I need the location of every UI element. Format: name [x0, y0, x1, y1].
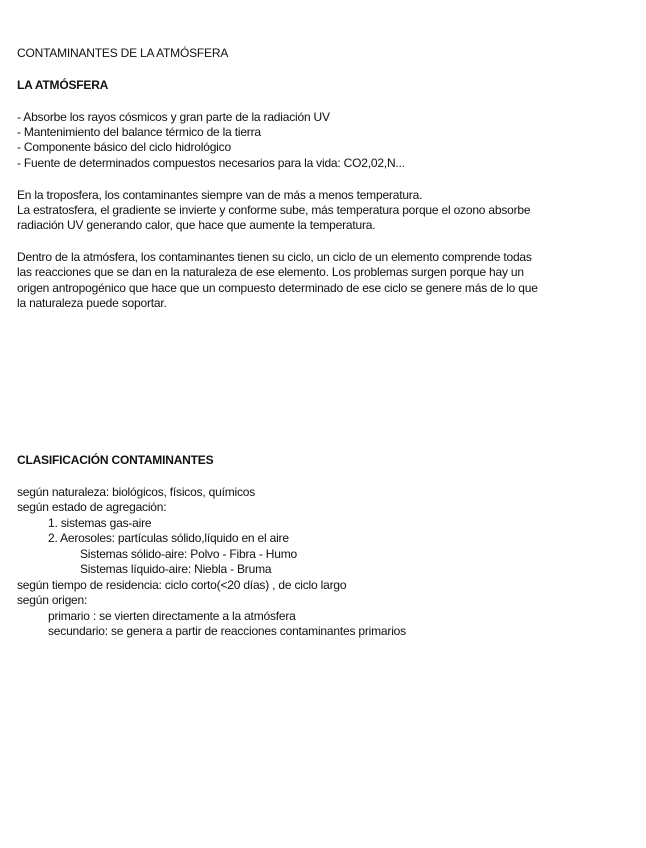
- classification-subitem: 1. sistemas gas-aire: [48, 516, 152, 530]
- classification-subitem: Sistemas sólido-aire: Polvo - Fibra - Humo: [80, 547, 298, 561]
- classification-line: según origen:: [17, 593, 88, 607]
- section-heading-atmosfera: LA ATMÓSFERA: [17, 78, 109, 92]
- bullet-item: - Mantenimiento del balance térmico de la tierra: [17, 125, 261, 139]
- bullet-item: - Componente básico del ciclo hidrológico: [17, 140, 231, 154]
- paragraph-line: la naturaleza puede soportar.: [17, 296, 167, 310]
- classification-line: según tiempo de residencia: ciclo corto(<20 días) , de ciclo largo: [17, 578, 347, 592]
- section-heading-clasificacion: CLASIFICACIÓN CONTAMINANTES: [17, 453, 214, 467]
- classification-subitem: Sistemas líquido-aire: Niebla - Bruma: [80, 562, 272, 576]
- bullet-item: - Absorbe los rayos cósmicos y gran parte de la radiación UV: [17, 110, 330, 124]
- paragraph-line: las reacciones que se dan en la naturaleza de ese elemento. Los problemas surgen porque hay un: [17, 265, 524, 279]
- classification-line: según naturaleza: biológicos, físicos, químicos: [17, 485, 256, 499]
- classification-subitem: primario : se vierten directamente a la atmósfera: [48, 609, 296, 623]
- classification-subitem: secundario: se genera a partir de reacciones contaminantes primarios: [48, 624, 406, 638]
- paragraph-line: origen antropogénico que hace que un compuesto determinado de ese ciclo se genere más de lo que: [17, 281, 538, 295]
- classification-subitem: 2. Aerosoles: partículas sólido,líquido en el aire: [48, 531, 289, 545]
- classification-line: según estado de agregación:: [17, 500, 167, 514]
- paragraph-line: En la troposfera, los contaminantes siempre van de más a menos temperatura.: [17, 188, 423, 202]
- paragraph-line: radiación UV generando calor, que hace que aumente la temperatura.: [17, 218, 376, 232]
- bullet-item: - Fuente de determinados compuestos necesarios para la vida: CO2,02,N...: [17, 156, 405, 170]
- document-title: CONTAMINANTES DE LA ATMÓSFERA: [17, 46, 229, 60]
- paragraph-line: Dentro de la atmósfera, los contaminantes tienen su ciclo, un ciclo de un elemento comprende todas: [17, 250, 532, 264]
- paragraph-line: La estratosfera, el gradiente se invierte y conforme sube, más temperatura porque el ozono absorbe: [17, 203, 531, 217]
